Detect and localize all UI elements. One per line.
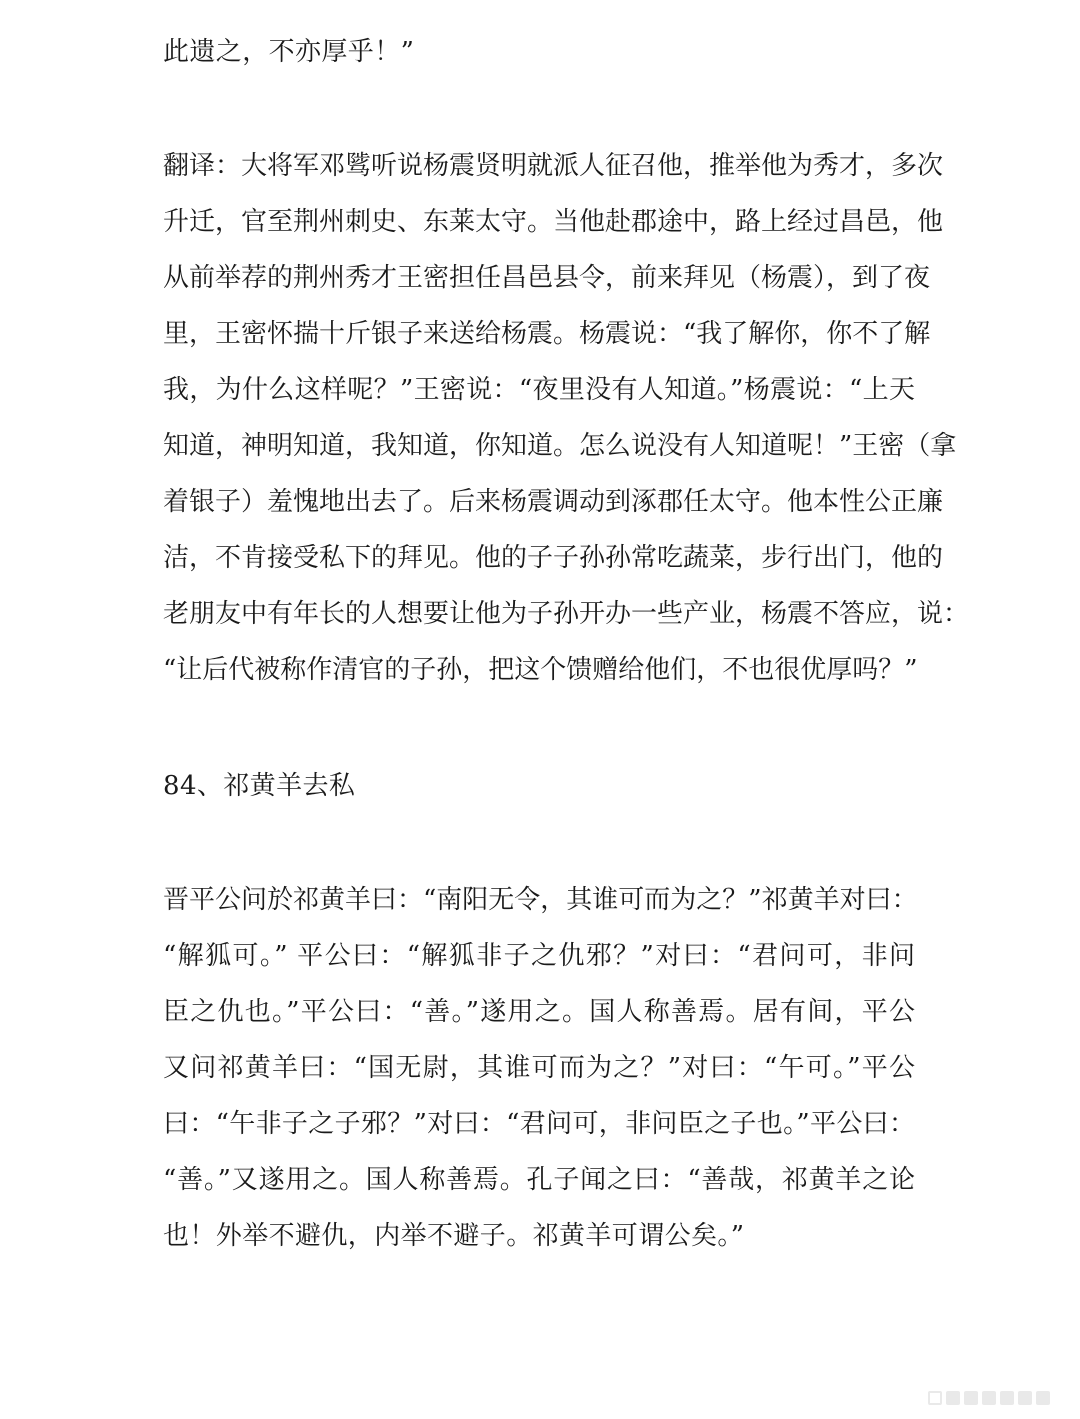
- story-line: “善。”又遂用之。国人称善焉。孔子闻之曰：“善哉，祁黄羊之论: [163, 1165, 915, 1195]
- story-line: “解狐可。” 平公曰：“解狐非子之仇邪？”对曰：“君问可，非问: [163, 941, 915, 971]
- watermark-bar: [964, 1391, 978, 1405]
- watermark-bars-icon: [928, 1391, 1050, 1405]
- translation-line: 从前举荐的荆州秀才王密担任昌邑县令，前来拜见（杨震），到了夜: [163, 263, 931, 293]
- story-line: 晋平公问於祁黄羊曰：“南阳无令，其谁可而为之？”祁黄羊对曰：: [163, 885, 918, 915]
- story-line: 臣之仇也。”平公曰：“善。”遂用之。国人称善焉。居有间，平公: [163, 997, 915, 1027]
- section-title: 84、祁黄羊去私: [163, 771, 356, 801]
- translation-line: 里，王密怀揣十斤银子来送给杨震。杨震说：“我了解你，你不了解: [163, 319, 931, 349]
- translation-line: 翻译：大将军邓骘听说杨震贤明就派人征召他，推举他为秀才，多次: [163, 151, 944, 181]
- translation-line: 知道，神明知道，我知道，你知道。怎么说没有人知道呢！”王密（拿: [163, 431, 957, 461]
- watermark-bar: [1018, 1391, 1032, 1405]
- watermark-bar: [1000, 1391, 1014, 1405]
- watermark-bar: [946, 1391, 960, 1405]
- translation-line: “让后代被称作清官的子孙，把这个馈赠给他们，不也很优厚吗？”: [163, 655, 918, 685]
- translation-line: 老朋友中有年长的人想要让他为子孙开办一些产业，杨震不答应，说：: [163, 599, 970, 629]
- watermark-bar: [928, 1391, 942, 1405]
- translation-line: 我，为什么这样呢？”王密说：“夜里没有人知道。”杨震说：“上天: [163, 375, 915, 405]
- story-line: 曰：“午非子之子邪？”对曰：“君问可，非问臣之子也。”平公曰：: [163, 1109, 915, 1139]
- watermark-bar: [982, 1391, 996, 1405]
- top-fragment-line: 此遗之，不亦厚乎！”: [163, 37, 415, 67]
- translation-line: 洁，不肯接受私下的拜见。他的子子孙孙常吃蔬菜，步行出门，他的: [163, 543, 944, 573]
- translation-line: 着银子）羞愧地出去了。后来杨震调动到涿郡任太守。他本性公正廉: [163, 487, 944, 517]
- story-line: 又问祁黄羊曰：“国无尉，其谁可而为之？”对曰：“午可。”平公: [163, 1053, 915, 1083]
- story-line: 也！外举不避仇，内举不避子。祁黄羊可谓公矣。”: [163, 1221, 745, 1251]
- watermark-bar: [1036, 1391, 1050, 1405]
- translation-line: 升迁，官至荆州刺史、东莱太守。当他赴郡途中，路上经过昌邑，他: [163, 207, 944, 237]
